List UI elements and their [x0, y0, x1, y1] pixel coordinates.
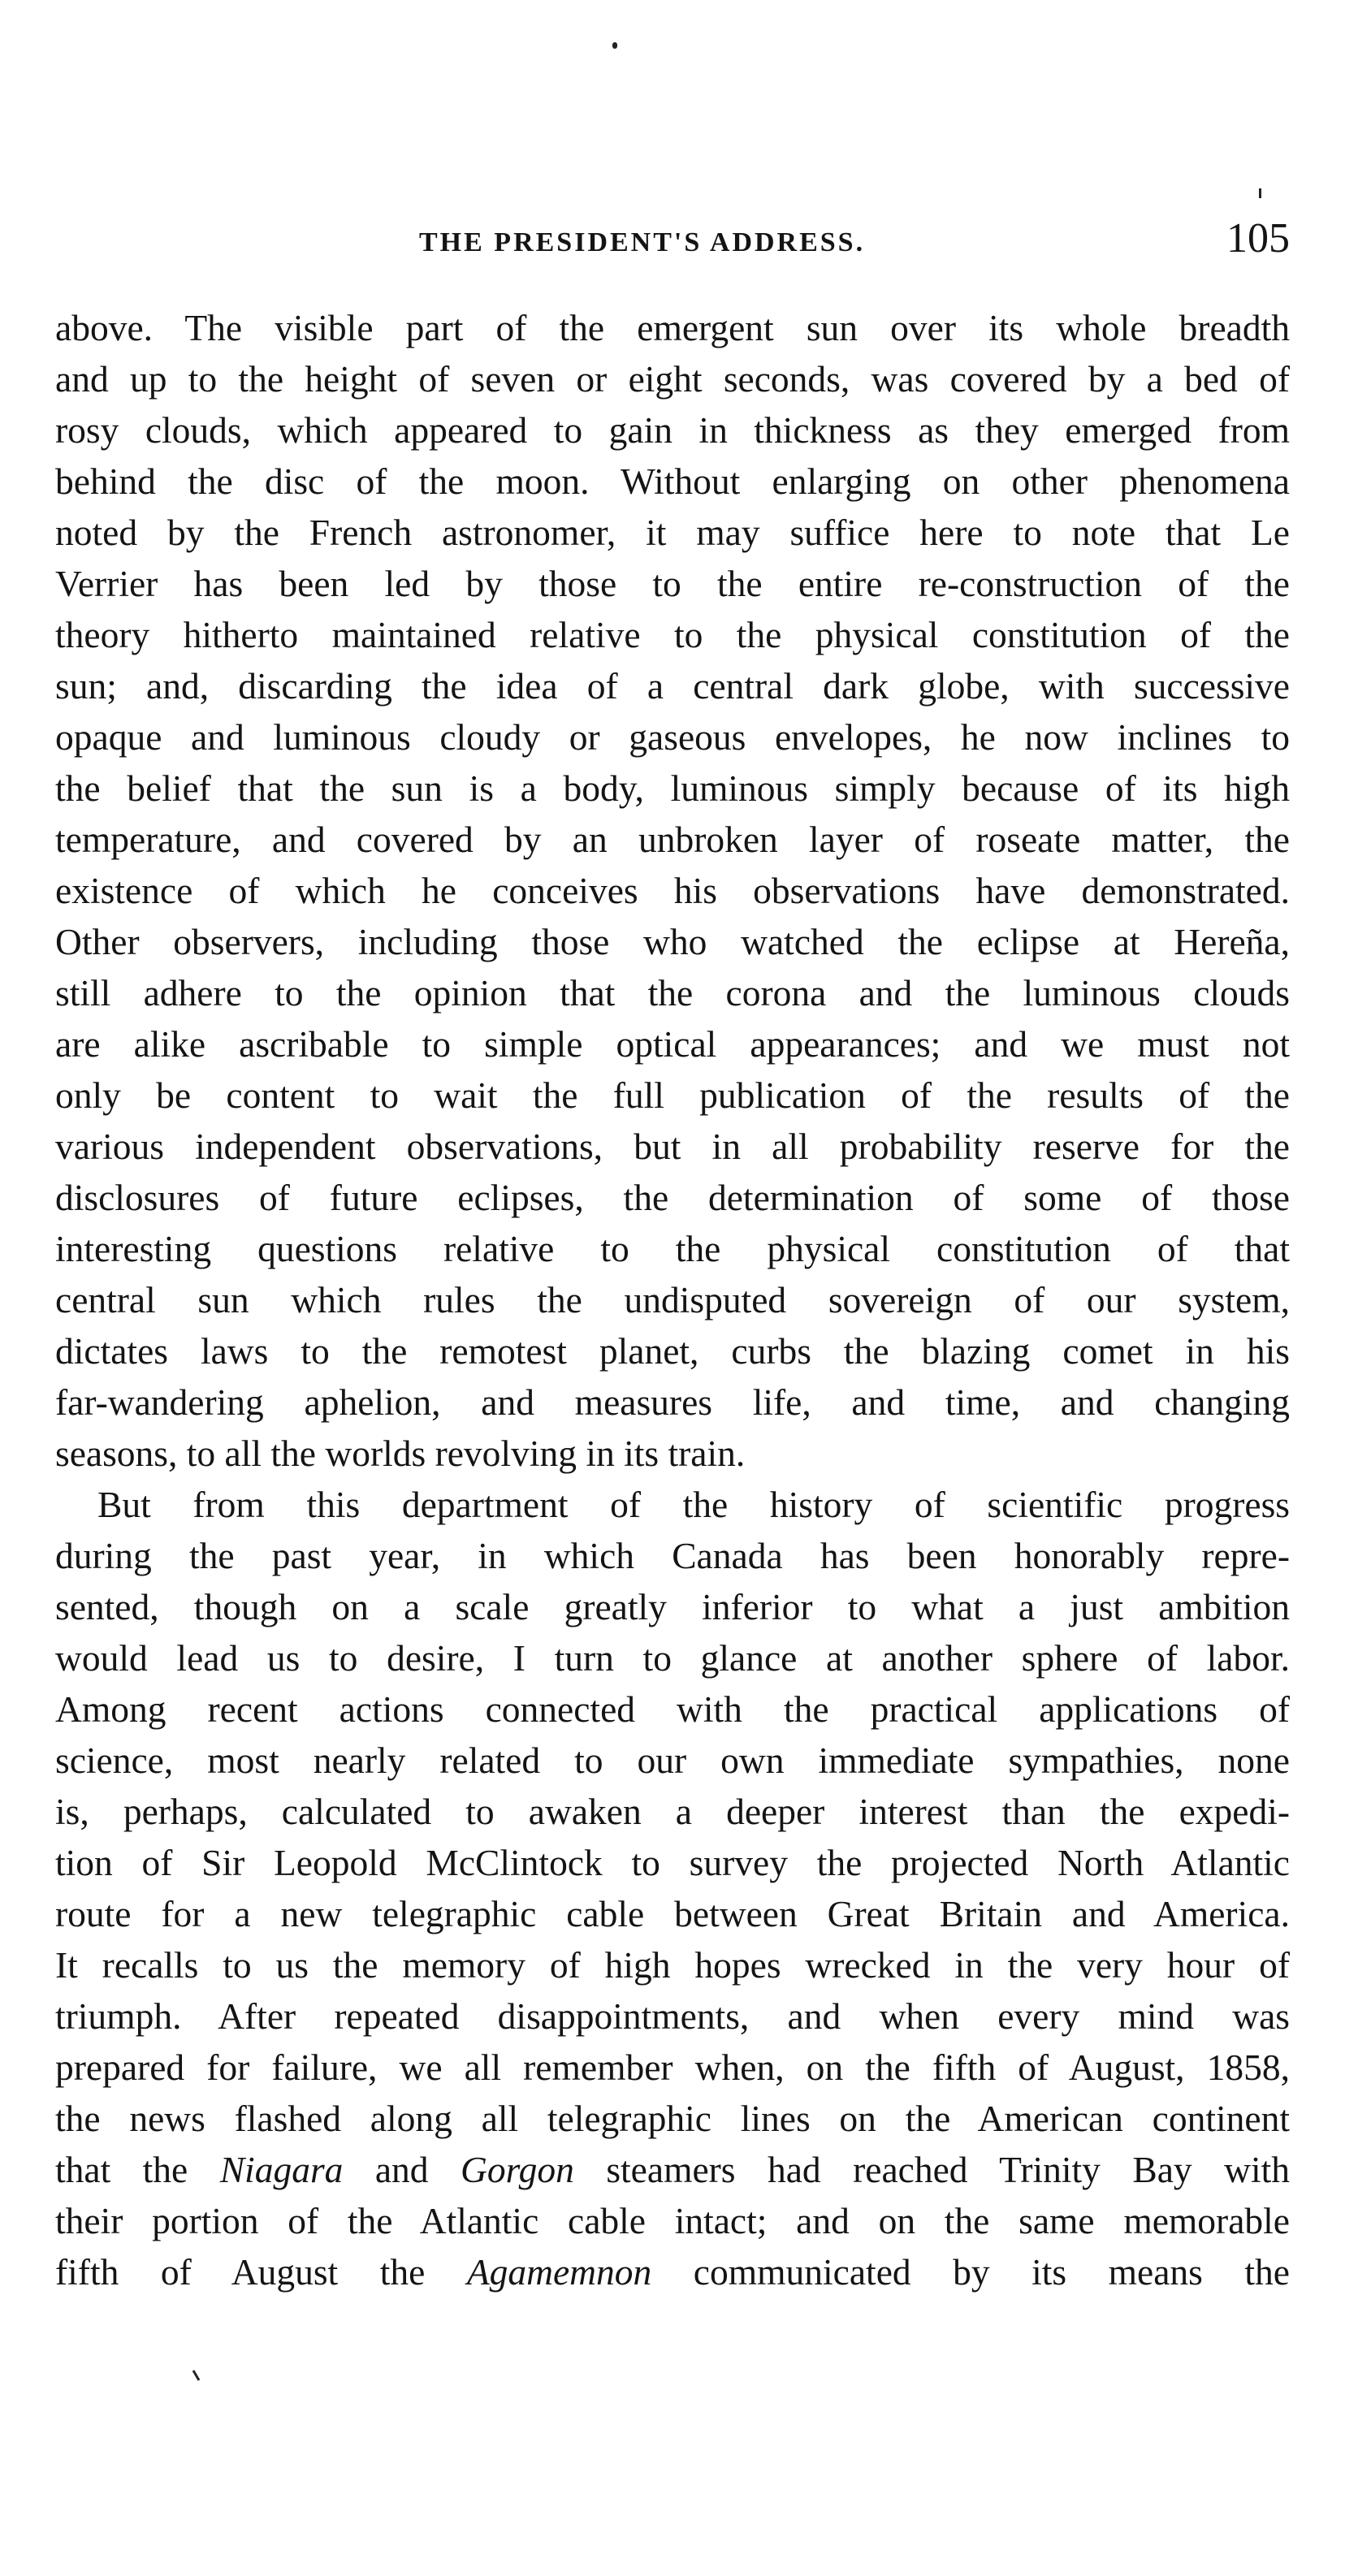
text-line: Verrier has been led by those to the entire re-construction of the: [55, 563, 1290, 604]
text-line: above. The visible part of the emergent sun over its whole breadth: [55, 307, 1290, 348]
text-line: temperature, and covered by an unbroken layer of roseate matter, the: [55, 819, 1290, 860]
text-line: Among recent actions connected with the practical applications of: [55, 1688, 1290, 1730]
text-line: dictates laws to the remotest planet, curbs the blazing comet in his: [55, 1330, 1290, 1372]
print-speck: [612, 42, 617, 49]
page-number: 105: [1226, 215, 1290, 261]
text-line: are alike ascribable to simple optical appearances; and we must not: [55, 1023, 1290, 1065]
body-text: [55, 302, 1290, 2297]
paragraph-start-line: But from this department of the history of scientific progress: [97, 1484, 1290, 1525]
text-line: tion of Sir Leopold McClintock to survey the projected North Atlantic: [55, 1842, 1290, 1883]
text-line: is, perhaps, calculated to awaken a deeper interest than the expedi-: [55, 1791, 1290, 1832]
running-header: [55, 214, 1290, 260]
paragraph-end-line: seasons, to all the worlds revolving in its train.: [55, 1433, 746, 1474]
text-line: disclosures of future eclipses, the determination of some of those: [55, 1177, 1290, 1218]
italic-ship-name: Gorgon: [461, 2149, 574, 2190]
text-line: Other observers, including those who watched the eclipse at Hereña,: [55, 921, 1290, 962]
text-line: fifth of August the Agamemnon communicated by its means the: [55, 2251, 1290, 2293]
text-line: their portion of the Atlantic cable intact; and on the same memorable: [55, 2200, 1290, 2241]
text-line: theory hitherto maintained relative to the physical constitution of the: [55, 614, 1290, 655]
text-line: sented, though on a scale greatly inferior to what a just ambition: [55, 1586, 1290, 1627]
text-line: interesting questions relative to the physical constitution of that: [55, 1228, 1290, 1269]
text-line: It recalls to us the memory of high hopes wrecked in the very hour of: [55, 1944, 1290, 1986]
text-line: far-wandering aphelion, and measures life, and time, and changing: [55, 1381, 1290, 1423]
print-speck: [192, 2370, 201, 2381]
text-line: would lead us to desire, I turn to glance at another sphere of labor.: [55, 1637, 1290, 1679]
text-line: noted by the French astronomer, it may suffice here to note that Le: [55, 512, 1290, 553]
text-line: existence of which he conceives his observations have demonstrated.: [55, 870, 1290, 911]
text-line: rosy clouds, which appeared to gain in thickness as they emerged from: [55, 409, 1290, 451]
text-line: the news flashed along all telegraphic lines on the American continent: [55, 2098, 1290, 2139]
print-speck: [1259, 188, 1261, 198]
italic-ship-name: Agamemnon: [466, 2251, 652, 2293]
text-line: route for a new telegraphic cable between Great Britain and America.: [55, 1893, 1290, 1934]
text-line: behind the disc of the moon. Without enlarging on other phenomena: [55, 460, 1290, 502]
text-line: triumph. After repeated disappointments, and when every mind was: [55, 1995, 1290, 2037]
text-line: and up to the height of seven or eight seconds, was covered by a bed of: [55, 358, 1290, 400]
text-line: during the past year, in which Canada has been honorably repre-: [55, 1535, 1290, 1576]
italic-ship-name: Niagara: [219, 2149, 344, 2190]
text-line: central sun which rules the undisputed sovereign of our system,: [55, 1279, 1290, 1320]
text-line: only be content to wait the full publication of the results of the: [55, 1074, 1290, 1116]
text-line: various independent observations, but in all probability reserve for the: [55, 1126, 1290, 1167]
text-line: that the Niagara and Gorgon steamers had reached Trinity Bay with: [55, 2149, 1290, 2190]
text-line: science, most nearly related to our own immediate sympathies, none: [55, 1740, 1290, 1781]
text-line: prepared for failure, we all remember when, on the fifth of August, 1858,: [55, 2047, 1290, 2088]
text-line: still adhere to the opinion that the corona and the luminous clouds: [55, 972, 1290, 1014]
text-line: sun; and, discarding the idea of a central dark globe, with successive: [55, 665, 1290, 707]
running-title: THE PRESIDENT'S ADDRESS.: [419, 227, 866, 257]
text-line: opaque and luminous cloudy or gaseous envelopes, he now inclines to: [55, 716, 1290, 758]
text-line: the belief that the sun is a body, luminous simply because of its high: [55, 767, 1290, 809]
